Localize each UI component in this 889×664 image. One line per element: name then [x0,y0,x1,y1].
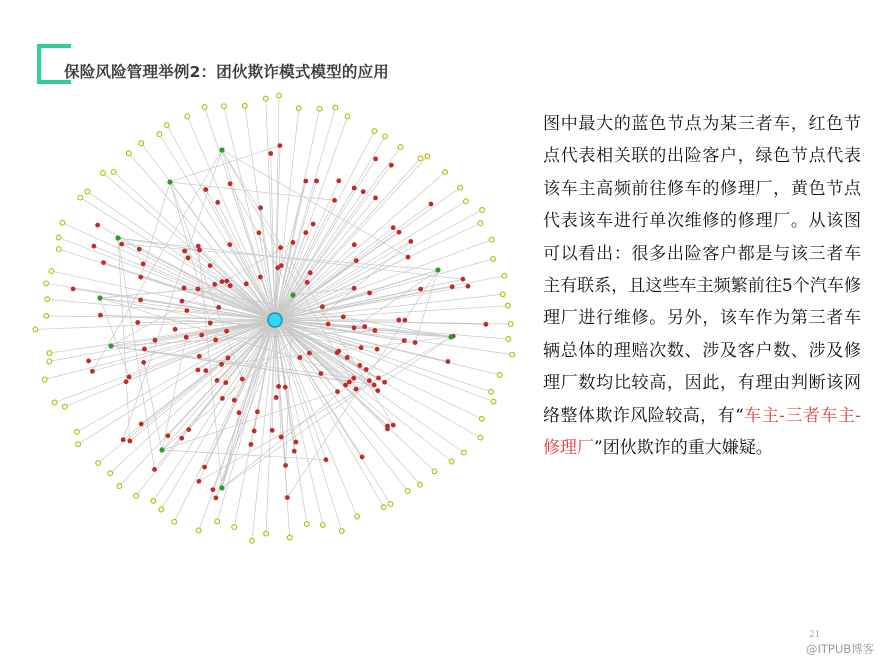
yellow-node-single-garage [478,435,483,440]
red-node-customer [332,198,337,203]
red-node-customer [341,314,346,319]
red-node-customer [232,398,237,403]
red-node-customer [336,349,341,354]
red-node-customer [303,179,308,184]
yellow-node-single-garage [489,389,494,394]
yellow-node-single-garage [355,514,360,519]
red-node-customer [226,356,231,361]
yellow-node-single-garage [242,103,247,108]
red-node-customer [224,329,229,334]
red-node-customer [372,383,377,388]
red-node-customer [354,387,359,392]
yellow-node-single-garage [425,154,430,159]
green-node-frequent-garage [159,447,164,452]
yellow-node-single-garage [222,104,227,109]
red-node-customer [95,223,100,228]
red-node-customer [220,279,225,284]
yellow-node-single-garage [47,359,52,364]
yellow-node-single-garage [49,269,54,274]
red-node-customer [352,242,357,247]
yellow-node-single-garage [388,502,393,507]
yellow-node-single-garage [432,469,437,474]
red-node-customer [139,422,144,427]
yellow-node-single-garage [479,416,484,421]
red-node-customer [364,367,369,372]
red-node-customer [268,151,273,156]
red-node-customer [199,333,204,338]
red-node-customer [202,465,207,470]
edge-green-red [144,362,162,450]
red-node-customer [352,286,357,291]
red-node-customer [429,202,434,207]
yellow-node-single-garage [491,257,496,262]
red-node-customer [367,378,372,383]
yellow-node-single-garage [232,525,237,530]
yellow-node-single-garage [44,313,49,318]
yellow-node-single-garage [277,93,282,98]
red-node-customer [249,442,254,447]
red-node-customer [152,467,157,472]
red-node-customer [219,362,224,367]
slide-title: 保险风险管理举例2：团伙欺诈模式模型的应用 [64,63,389,81]
red-node-customer [397,230,402,235]
yellow-node-single-garage [196,528,201,533]
yellow-node-single-garage [491,399,496,404]
red-node-customer [274,395,279,400]
network-nodes [33,93,515,543]
red-node-customer [141,360,146,365]
yellow-node-single-garage [461,450,466,455]
description-text-1: 图中最大的蓝色节点为某三者车，红色节点代表相关联的出险客户，绿色节点代表该车主高频前往修车的修理厂，黄色节点代表该车进行单次维修的修理厂。从该图可以看出：很多出险客户都是与该三者车主有联系，且这些车主频繁前往5个汽车修理厂进行维修。另外，该车作为第三者车辆总体的理赔次数、涉及客户数、涉及修理厂数均比较高，因此，有理由判断该网络整体欺诈风险较高，有“ [543,114,861,426]
red-node-customer [138,298,143,303]
yellow-node-single-garage [75,429,80,434]
green-node-frequent-garage [219,147,224,152]
green-node-frequent-garage [97,295,102,300]
yellow-node-single-garage [56,235,61,240]
red-node-customer [324,457,329,462]
red-node-customer [186,427,191,432]
red-node-customer [303,230,308,235]
yellow-node-single-garage [287,535,292,540]
edge-green-red [287,270,438,498]
red-node-customer [278,245,283,250]
yellow-node-single-garage [164,123,169,128]
red-node-customer [461,277,466,282]
green-node-frequent-garage [290,292,295,297]
yellow-node-single-garage [506,303,511,308]
red-node-customer [203,187,208,192]
red-node-customer [228,283,233,288]
red-node-customer [360,455,365,460]
red-node-customer [326,322,331,327]
yellow-node-single-garage [508,322,513,327]
red-node-customer [90,369,95,374]
red-node-customer [223,380,228,385]
red-node-customer [127,439,132,444]
red-node-customer [196,368,201,373]
red-node-customer [418,287,423,292]
red-node-customer [71,287,76,292]
red-node-customer [320,304,325,309]
red-node-customer [203,368,208,373]
red-node-customer [119,242,124,247]
red-node-customer [124,379,129,384]
red-node-customer [362,324,367,329]
red-node-customer [121,437,126,442]
red-node-customer [215,378,220,383]
yellow-node-single-garage [157,132,162,137]
red-node-customer [182,286,187,291]
yellow-node-single-garage [320,523,325,528]
red-node-customer [196,244,201,249]
yellow-node-single-garage [139,141,144,146]
edge-center-yellow [275,158,420,320]
red-node-customer [373,157,378,162]
red-node-customer [413,340,418,345]
description-text-2: ”团伙欺诈的重大嫌疑。 [594,438,773,459]
red-node-customer [391,423,396,428]
red-node-customer [184,308,189,313]
yellow-node-single-garage [449,459,454,464]
red-node-customer [220,396,225,401]
red-node-customer [291,240,296,245]
red-node-customer [382,380,387,385]
yellow-node-single-garage [56,247,61,252]
red-node-customer [406,255,411,260]
yellow-node-single-garage [85,189,90,194]
red-node-customer [403,318,408,323]
red-node-customer [211,487,216,492]
yellow-node-single-garage [418,156,423,161]
red-node-customer [358,363,363,368]
watermark: @ITPUB博客 [806,642,875,656]
red-node-customer [138,275,143,280]
yellow-node-single-garage [478,221,483,226]
yellow-node-single-garage [443,170,448,175]
red-node-customer [237,410,242,415]
yellow-node-single-garage [339,529,344,534]
red-node-customer [135,320,140,325]
red-node-customer [292,449,297,454]
red-node-customer [335,389,340,394]
yellow-node-single-garage [381,505,386,510]
yellow-node-single-garage [44,281,49,286]
red-node-customer [179,436,184,441]
yellow-node-single-garage [45,297,50,302]
red-node-customer [375,347,380,352]
red-node-customer [278,143,283,148]
yellow-node-single-garage [185,114,190,119]
red-node-customer [343,383,348,388]
yellow-node-single-garage [215,519,220,524]
red-node-customer [184,335,189,340]
red-node-customer [354,258,359,263]
yellow-node-single-garage [333,105,338,110]
yellow-node-single-garage [464,199,469,204]
red-node-customer [311,222,316,227]
yellow-node-single-garage [405,489,410,494]
edge-green-red [118,238,155,469]
red-node-customer [484,322,489,327]
red-node-customer [319,371,324,376]
red-node-customer [373,328,378,333]
red-node-customer [197,479,202,484]
yellow-node-single-garage [52,400,57,405]
yellow-node-single-garage [111,170,116,175]
red-node-customer [408,239,413,244]
red-node-customer [385,424,390,429]
red-node-customer [214,496,219,501]
red-node-customer [137,247,142,252]
green-node-frequent-garage [435,267,440,272]
yellow-node-single-garage [134,493,139,498]
red-node-customer [283,385,288,390]
yellow-node-single-garage [33,327,38,332]
red-node-customer [352,186,357,191]
red-node-customer [389,163,394,168]
yellow-node-single-garage [480,208,485,213]
red-node-customer [216,305,221,310]
yellow-node-single-garage [60,220,65,225]
yellow-node-single-garage [383,134,388,139]
red-node-customer [255,409,260,414]
edge-center-yellow [80,198,275,320]
red-node-customer [466,284,471,289]
yellow-node-single-garage [172,519,177,524]
yellow-node-single-garage [76,442,81,447]
red-node-customer [336,178,341,183]
red-node-customer [345,355,350,360]
red-node-customer [285,495,290,500]
red-node-customer [396,318,401,323]
red-node-customer [279,435,284,440]
yellow-node-single-garage [296,106,301,111]
red-node-customer [208,321,213,326]
red-node-customer [86,359,91,364]
yellow-node-single-garage [489,237,494,242]
yellow-node-single-garage [500,292,505,297]
yellow-node-single-garage [458,185,463,190]
edge-green-red [118,238,463,279]
red-node-customer [166,433,171,438]
yellow-node-single-garage [101,171,106,176]
edge-center-yellow [266,320,275,534]
edge-green-red [162,450,326,460]
edge-green-red [118,238,130,441]
red-node-customer [153,338,158,343]
red-node-customer [367,291,372,296]
yellow-node-single-garage [108,471,113,476]
red-node-customer [361,189,366,194]
yellow-node-single-garage [317,106,322,111]
edge-green-red [415,270,438,343]
red-node-customer [186,255,191,260]
red-node-customer [258,275,263,280]
red-node-customer [352,325,357,330]
green-node-frequent-garage [219,485,224,490]
edge-green-red [92,150,222,371]
red-node-customer [314,179,319,184]
yellow-node-single-garage [47,351,52,356]
blue-node-third-party-vehicle [268,313,282,327]
red-node-customer [92,244,97,249]
green-node-frequent-garage [167,179,172,184]
yellow-node-single-garage [502,273,507,278]
red-node-customer [276,384,281,389]
red-node-customer [375,388,380,393]
red-node-customer [227,242,232,247]
red-node-customer [283,463,288,468]
red-node-customer [127,375,132,380]
yellow-node-single-garage [372,129,377,134]
red-node-customer [307,351,312,356]
yellow-node-single-garage [263,96,268,101]
page-number: 21 [809,630,821,640]
yellow-node-single-garage [159,507,164,512]
yellow-node-single-garage [42,377,47,382]
red-node-customer [240,377,245,382]
red-node-customer [257,230,262,235]
edge-center-red [275,181,317,320]
red-node-customer [213,338,218,343]
red-node-customer [173,327,178,332]
edge-center-yellow [59,238,275,320]
red-node-customer [305,280,310,285]
yellow-node-single-garage [126,151,131,156]
red-node-customer [224,279,229,284]
red-node-customer [228,181,233,186]
red-node-customer [351,376,356,381]
yellow-node-single-garage [96,461,101,466]
red-node-customer [180,299,185,304]
red-node-customer [373,196,378,201]
red-node-customer [215,200,220,205]
yellow-node-single-garage [506,337,511,342]
yellow-node-single-garage [398,145,403,150]
edge-green-red [170,146,280,182]
yellow-node-single-garage [497,373,502,378]
red-node-customer [294,440,299,445]
yellow-node-single-garage [117,484,122,489]
green-node-frequent-garage [448,334,453,339]
yellow-node-single-garage [264,531,269,536]
red-node-customer [308,270,313,275]
red-node-customer [142,347,147,352]
yellow-node-single-garage [151,498,156,503]
red-node-customer [101,260,106,265]
yellow-node-single-garage [202,105,207,110]
red-node-customer [252,429,257,434]
red-node-customer [279,263,284,268]
red-node-customer [391,225,396,230]
red-node-customer [208,263,213,268]
description-highlight: 车主-三者车主-修理厂 [543,405,861,459]
edge-center-red [129,320,275,377]
yellow-node-single-garage [78,195,83,200]
yellow-node-single-garage [345,114,350,119]
edge-center-yellow [275,320,493,401]
red-node-customer [359,345,364,350]
red-node-customer [298,355,303,360]
yellow-node-single-garage [418,482,423,487]
red-node-customer [376,376,381,381]
yellow-node-single-garage [510,352,515,357]
red-node-customer [197,354,202,359]
red-node-customer [270,428,275,433]
red-node-customer [182,249,187,254]
red-node-customer [196,287,201,292]
red-node-customer [258,205,263,210]
edge-green-red [222,378,378,488]
yellow-node-single-garage [250,538,255,543]
red-node-customer [141,262,146,267]
red-node-customer [244,281,249,286]
red-node-customer [98,313,103,318]
red-node-customer [212,282,217,287]
yellow-node-single-garage [63,404,68,409]
red-node-customer [402,338,407,343]
green-node-frequent-garage [108,343,113,348]
green-node-frequent-garage [115,235,120,240]
description-paragraph [543,108,861,464]
red-node-customer [347,380,352,385]
red-node-customer [450,284,455,289]
red-node-customer [446,359,451,364]
yellow-node-single-garage [304,522,309,527]
edge-center-yellow [45,320,275,379]
edge-center-red [275,320,374,385]
